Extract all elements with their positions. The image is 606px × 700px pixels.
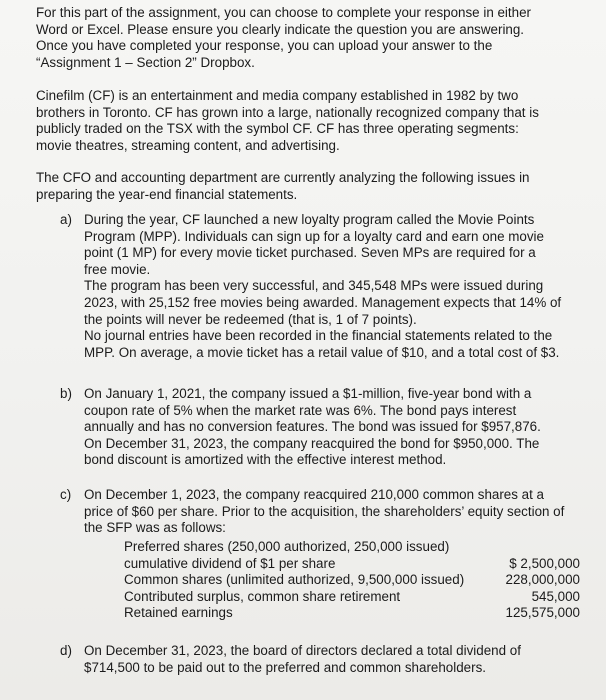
item-label: a) xyxy=(60,212,72,227)
text-line: price of $60 per share. Prior to the acquisition, the shareholders’ equity section of xyxy=(84,503,565,519)
equity-table xyxy=(124,539,580,622)
item-body xyxy=(84,386,584,469)
text-line: the SFP was as follows: xyxy=(84,520,226,536)
equity-row-preferred xyxy=(124,539,580,556)
equity-item-name: Common shares (unlimited authorized, 9,500,000 issued) xyxy=(124,572,465,588)
equity-row-retained-earnings xyxy=(124,605,580,622)
text-line: No journal entries have been recorded in the financial statements related to the xyxy=(84,328,553,344)
text-line: annually and has no conversion features. The bond was issued for $957,876. xyxy=(84,419,541,435)
text-line: Once you have completed your response, you can upload your answer to the xyxy=(36,38,493,54)
text-line: point (1 MP) for every movie ticket purchased. Seven MPs are required for a xyxy=(84,245,536,261)
item-body xyxy=(84,643,584,676)
text-line: On December 31, 2023, the company reacquired the bond for $950,000. The xyxy=(84,435,540,451)
text-line: The CFO and accounting department are currently analyzing the following issues in xyxy=(36,170,530,185)
text-line: bond discount is amortized with the effective interest method. xyxy=(84,452,447,468)
equity-item-amount: 228,000,000 xyxy=(505,572,580,588)
text-line: coupon rate of 5% when the market rate was 6%. The bond pays interest xyxy=(84,402,517,418)
text-line: On December 31, 2023, the board of directors declared a total dividend of xyxy=(84,643,521,658)
equity-item-amount: 545,000 xyxy=(531,588,580,604)
equity-item-amount: $ 2,500,000 xyxy=(509,555,580,571)
text-line: preparing the year-end financial statements. xyxy=(36,186,298,202)
equity-row-contributed-surplus xyxy=(124,589,580,606)
text-line: movie theatres, streaming content, and advertising. xyxy=(36,137,340,153)
text-line: During the year, CF launched a new loyalty program called the Movie Points xyxy=(84,212,535,227)
company-paragraph xyxy=(36,88,586,154)
text-line: the points will never be redeemed (that is, 1 of 7 points). xyxy=(84,311,417,327)
text-line: MPP. On average, a movie ticket has a retail value of $10, and a total cost of $3. xyxy=(84,344,560,360)
text-line: “Assignment 1 – Section 2” Dropbox. xyxy=(36,54,255,70)
equity-row-common xyxy=(124,572,580,589)
text-line: Cinefilm (CF) is an entertainment and media company established in 1982 by two xyxy=(36,88,519,103)
equity-item-name: Preferred shares (250,000 authorized, 250,000 issued) xyxy=(124,539,450,554)
equity-item-name: cumulative dividend of $1 per share xyxy=(124,555,336,571)
item-body xyxy=(84,212,584,361)
text-line: 2023, with 25,152 free movies being awarded. Management expects that 14% of xyxy=(84,294,562,310)
equity-item-name: Retained earnings xyxy=(124,605,233,621)
equity-item-amount: 125,575,000 xyxy=(505,605,580,621)
text-line: $714,500 to be paid out to the preferred and common shareholders. xyxy=(84,659,486,675)
item-label: b) xyxy=(60,386,72,401)
item-label: d) xyxy=(60,643,72,658)
text-line: For this part of the assignment, you can choose to complete your response in either xyxy=(36,5,531,20)
text-line: The program has been very successful, and 345,548 MPs were issued during xyxy=(84,278,544,294)
text-line: publicly traded on the TSX with the symbol CF. CF has three operating segments: xyxy=(36,121,519,137)
text-line: Word or Excel. Please ensure you clearly indicate the question you are answering. xyxy=(36,21,525,37)
text-line: free movie. xyxy=(84,261,151,277)
cfo-paragraph xyxy=(36,170,586,203)
item-label: c) xyxy=(60,487,72,502)
equity-row-preferred-dividend xyxy=(124,556,580,573)
text-line: brothers in Toronto. CF has grown into a large, nationally recognized company that is xyxy=(36,104,539,120)
item-body xyxy=(84,487,584,537)
text-line: Program (MPP). Individuals can sign up for a loyalty card and earn one movie xyxy=(84,228,544,244)
intro-paragraph xyxy=(36,5,586,71)
equity-item-name: Contributed surplus, common share retirement xyxy=(124,588,401,604)
text-line: On December 1, 2023, the company reacquired 210,000 common shares at a xyxy=(84,487,545,502)
text-line: On January 1, 2021, the company issued a $1-million, five-year bond with a xyxy=(84,386,532,401)
